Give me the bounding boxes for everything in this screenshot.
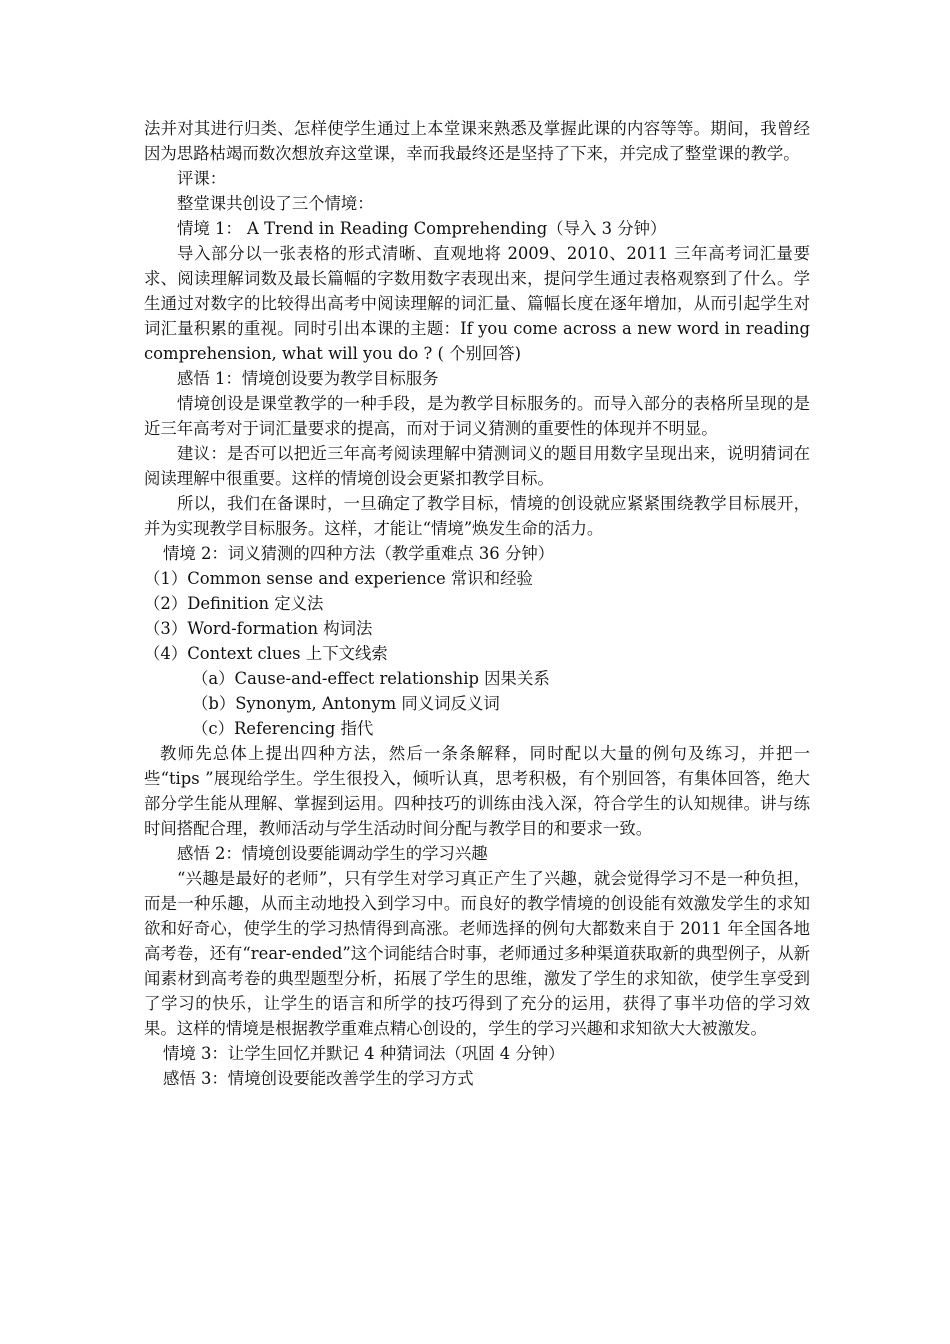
insight-2-title: 感悟 2：情境创设要能调动学生的学习兴趣 [177,844,488,863]
sub-method-item: （c）Referencing 指代 [192,719,374,738]
scenario-1-title: 情境 1： A Trend in Reading Comprehending（导入 3 分钟） [177,219,667,238]
scenario-3-title: 情境 3：让学生回忆并默记 4 种猜词法（巩固 4 分钟） [163,1044,565,1063]
method-item: （2）Definition 定义法 [144,594,324,613]
insight-2-body: “兴趣是最好的老师”，只有学生对学习真正产生了兴趣，就会觉得学习不是一种负担，而是一种乐趣，从而主动地投入到学习中。而良好的教学情境的创设能有效激发学生的求知欲和好奇心，使学生的学习热情得到高涨。老师选择的例句大都数来自于 2011 年全国各地高考卷，还有“rear-ended”这个词能结合时事，老师通过多种渠道获取新的典型例子，从新闻素材到高考卷的典型题型分析，拓展了学生的思维，激发了学生的求知欲，使学生享受到了学习的快乐，让学生的语言和所学的技巧得到了充分的运用，获得了事半功倍的学习效果。这样的情境是根据教学重难点精心创设的，学生的学习兴趣和求知欲大大被激发。 [144,869,810,1038]
method-item: （3）Word-formation 构词法 [144,619,373,638]
pingke-heading: 评课： [177,169,227,188]
scenario-1-body: 导入部分以一张表格的形式清晰、直观地将 2009、2010、2011 三年高考词汇量要求、阅读理解词数及最长篇幅的字数用数字表现出来，提问学生通过表格观察到了什么。学生通过对数字的比较得出高考中阅读理解的词汇量、篇幅长度在逐年增加，从而引起学生对词汇量积累的重视。同时引出本课的主题：If you come across a new word in reading comprehension, what will you do ? ( 个别回答) [144,244,810,363]
suggestion-paragraph: 建议：是否可以把近三年高考阅读理解中猜测词义的题目用数字呈现出来，说明猜词在阅读理解中很重要。这样的情境创设会更紧扣教学目标。 [144,444,810,488]
scenario-2-body: 教师先总体上提出四种方法，然后一条条解释，同时配以大量的例句及练习，并把一些“tips ”展现给学生。学生很投入，倾听认真，思考积极，有个别回答，有集体回答，绝大部分学生能从理解、掌握到运用。四种技巧的训练由浅入深，符合学生的认知规律。讲与练时间搭配合理，教师活动与学生活动时间分配与教学目的和要求一致。 [144,744,810,838]
insight-1-body: 情境创设是课堂教学的一种手段，是为教学目标服务的。而导入部分的表格所呈现的是近三年高考对于词汇量要求的提高，而对于词义猜测的重要性的体现并不明显。 [144,394,810,438]
sub-method-item: （a）Cause-and-effect relationship 因果关系 [192,669,550,688]
insight-3-title: 感悟 3：情境创设要能改善学生的学习方式 [163,1069,474,1088]
conclusion-paragraph: 所以，我们在备课时，一旦确定了教学目标，情境的创设就应紧紧围绕教学目标展开，并为实现教学目标服务。这样，才能让“情境”焕发生命的活力。 [144,494,810,538]
overview-line: 整堂课共创设了三个情境： [177,194,374,213]
intro-paragraph: 法并对其进行归类、怎样使学生通过上本堂课来熟悉及掌握此课的内容等等。期间，我曾经因为思路枯竭而数次想放弃这堂课，幸而我最终还是坚持了下来，并完成了整堂课的教学。 [144,119,810,163]
insight-1-title: 感悟 1：情境创设要为教学目标服务 [177,369,439,388]
scenario-2-title: 情境 2：词义猜测的四种方法（教学重难点 36 分钟） [163,544,555,563]
sub-method-item: （b）Synonym, Antonym 同义词反义词 [192,694,500,713]
document-page [144,116,810,1091]
method-item: （1）Common sense and experience 常识和经验 [144,569,533,588]
method-item: （4）Context clues 上下文线索 [144,644,388,663]
